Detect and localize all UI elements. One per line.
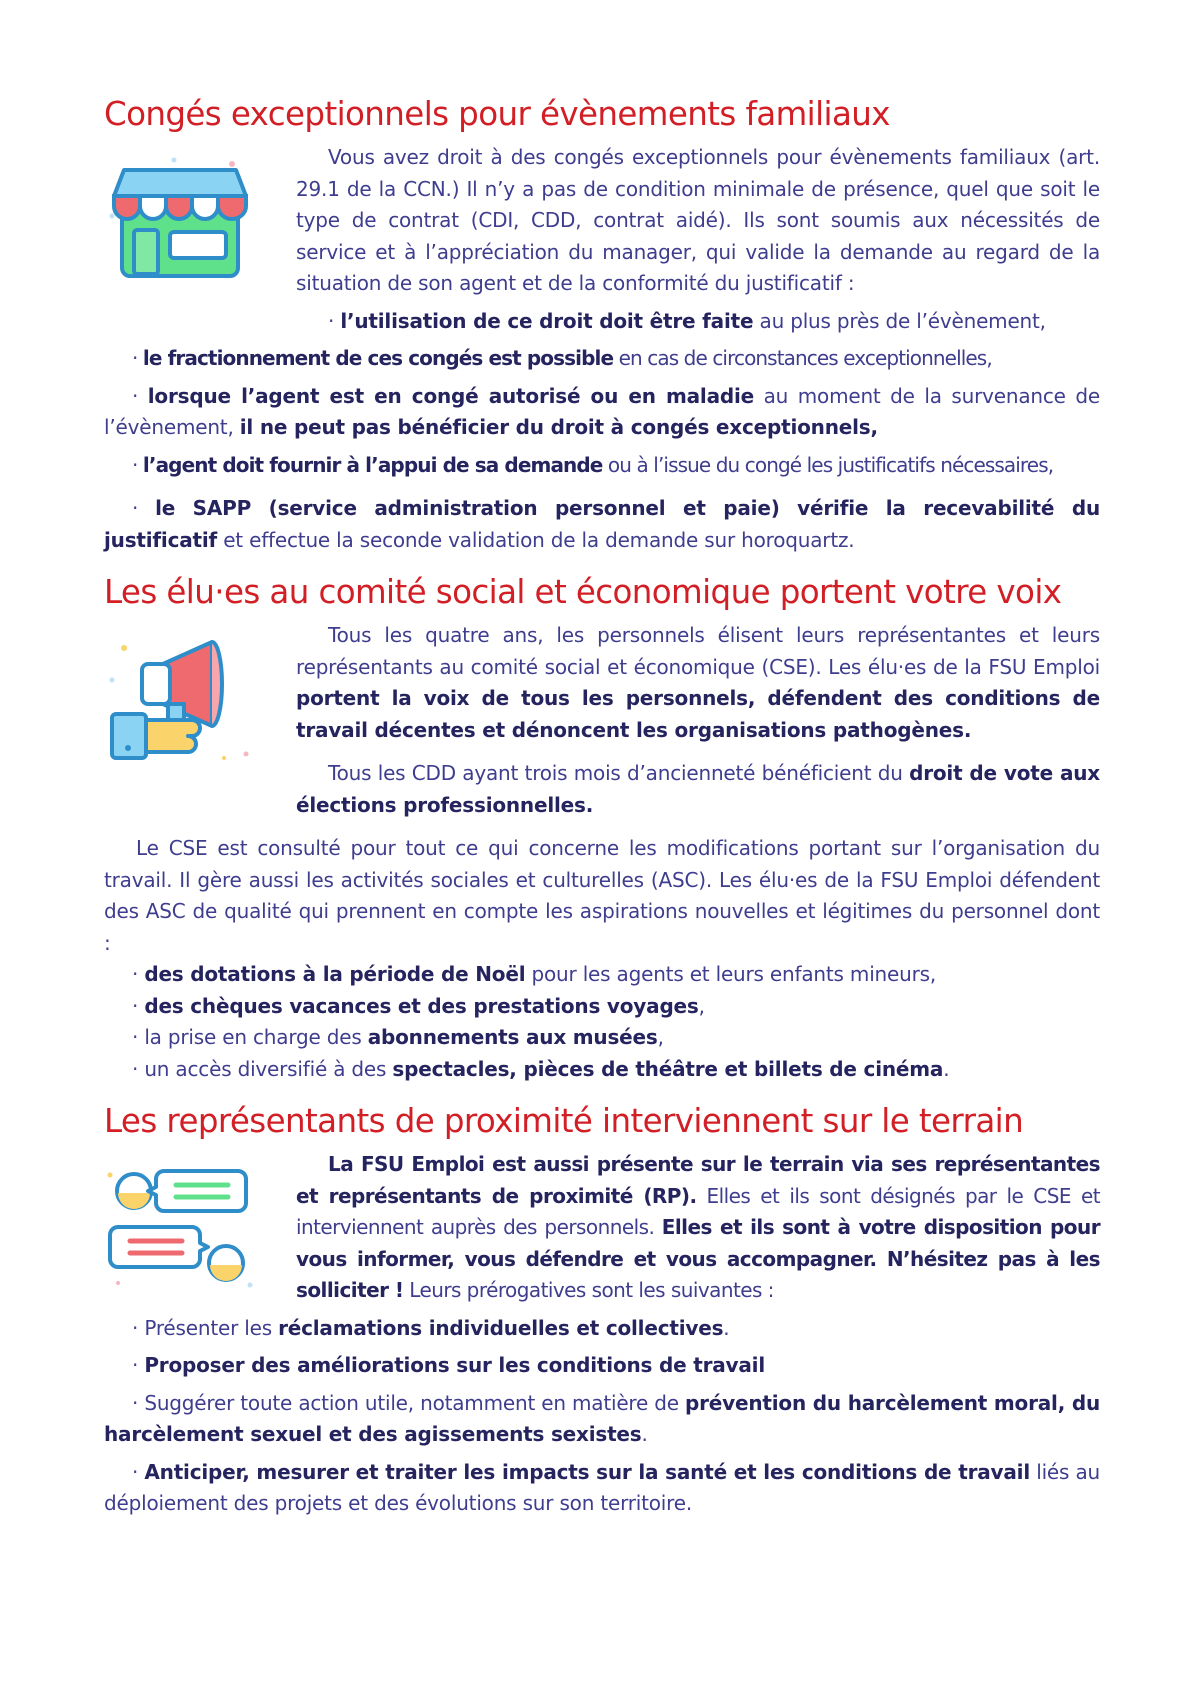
shop-icon (104, 156, 254, 286)
list-item: · un accès diversifié à des spectacles, pièces de théâtre et billets de cinéma. (132, 1056, 950, 1081)
list-item: · Présenter les réclamations individuelles et collectives. (132, 1315, 730, 1340)
list-item: · la prise en charge des abonnements aux musées, (132, 1025, 664, 1049)
list-item: · des dotations à la période de Noël pour les agents et leurs enfants mineurs, (132, 962, 937, 986)
rp-paragraph-1: La FSU Emploi est aussi présente sur le terrain via ses représentantes et représentants de proximité (RP). Elles et ils sont désignés par le CSE et interviennent auprès des personnels. Elles et ils sont à votre disposition pour vous informer, vous défendre et vous accompagner. N’hésitez pas à les solliciter ! Leurs prérogatives sont les suivantes : (296, 1152, 1101, 1302)
section-title-rp: Les représentants de proximité interviennent sur le terrain (104, 1102, 1024, 1140)
section-title-cse: Les élu·es au comité social et économique portent votre voix (104, 573, 1062, 611)
list-item: · Proposer des améliorations sur les conditions de travail (132, 1353, 765, 1377)
list-item: · l’agent doit fournir à l’appui de sa demande ou à l’issue du congé les justificatifs nécessaires, (132, 452, 1054, 477)
list-item: · le fractionnement de ces congés est possible en cas de circonstances exceptionnelles, (132, 346, 992, 370)
cse-paragraph-3: Le CSE est consulté pour tout ce qui concerne les modifications portant sur l’organisation du travail. Il gère aussi les activités sociales et culturelles (ASC). Les élu·es de la FSU Emploi défendent des ASC de qualité qui prennent en compte les aspirations nouvelles et légitimes du personnel dont : (104, 836, 1100, 955)
list-item: · Suggérer toute action utile, notamment en matière de prévention du harcèlement moral, du harcèlement sexuel et des agissements sexistes. (104, 1390, 1101, 1446)
section-rp (104, 1149, 1100, 1520)
cse-paragraph-2: Tous les CDD ayant trois mois d’ancienneté bénéficient du droit de vote aux élections professionnelles. (296, 761, 1100, 817)
cse-paragraph-1: Tous les quatre ans, les personnels élisent leurs représentantes et leurs représentants au comité social et économique (CSE). Les élu·es de la FSU Emploi portent la voix de tous les personnels, défendent des conditions de travail décentes et dénoncent les organisations pathogènes. (296, 623, 1100, 742)
section-title-conges: Congés exceptionnels pour évènements familiaux (104, 95, 890, 133)
megaphone-icon (104, 634, 254, 764)
list-item: · le SAPP (service administration personnel et paie) vérifie la recevabilité du justificatif et effectue la seconde validation de la demande sur horoquartz. (104, 496, 1100, 552)
list-item: · lorsque l’agent est en congé autorisé ou en maladie au moment de la survenance de l’évènement, il ne peut pas bénéficier du droit à congés exceptionnels, (104, 383, 1100, 439)
list-item: · l’utilisation de ce droit doit être faite au plus près de l’évènement, (328, 308, 1046, 333)
section-conges (104, 142, 1100, 556)
list-item: · des chèques vacances et des prestations voyages, (132, 993, 705, 1018)
document-page (104, 92, 1100, 1520)
chat-bubbles-icon (104, 1165, 254, 1295)
intro-paragraph: Vous avez droit à des congés exceptionnels pour évènements familiaux (art. 29.1 de la CCN.) Il n’y a pas de condition minimale de présence, quel que soit le type de contrat (CDI, CDD, contrat aidé). Ils sont soumis aux nécessités de service et à l’appréciation du manager, qui valide la demande au regard de la situation de son agent et de la conformité du justificatif : (296, 145, 1100, 295)
list-item: · Anticiper, mesurer et traiter les impacts sur la santé et les conditions de travail liés au déploiement des projets et des évolutions sur son territoire. (104, 1459, 1100, 1515)
section-cse (104, 620, 1100, 1085)
